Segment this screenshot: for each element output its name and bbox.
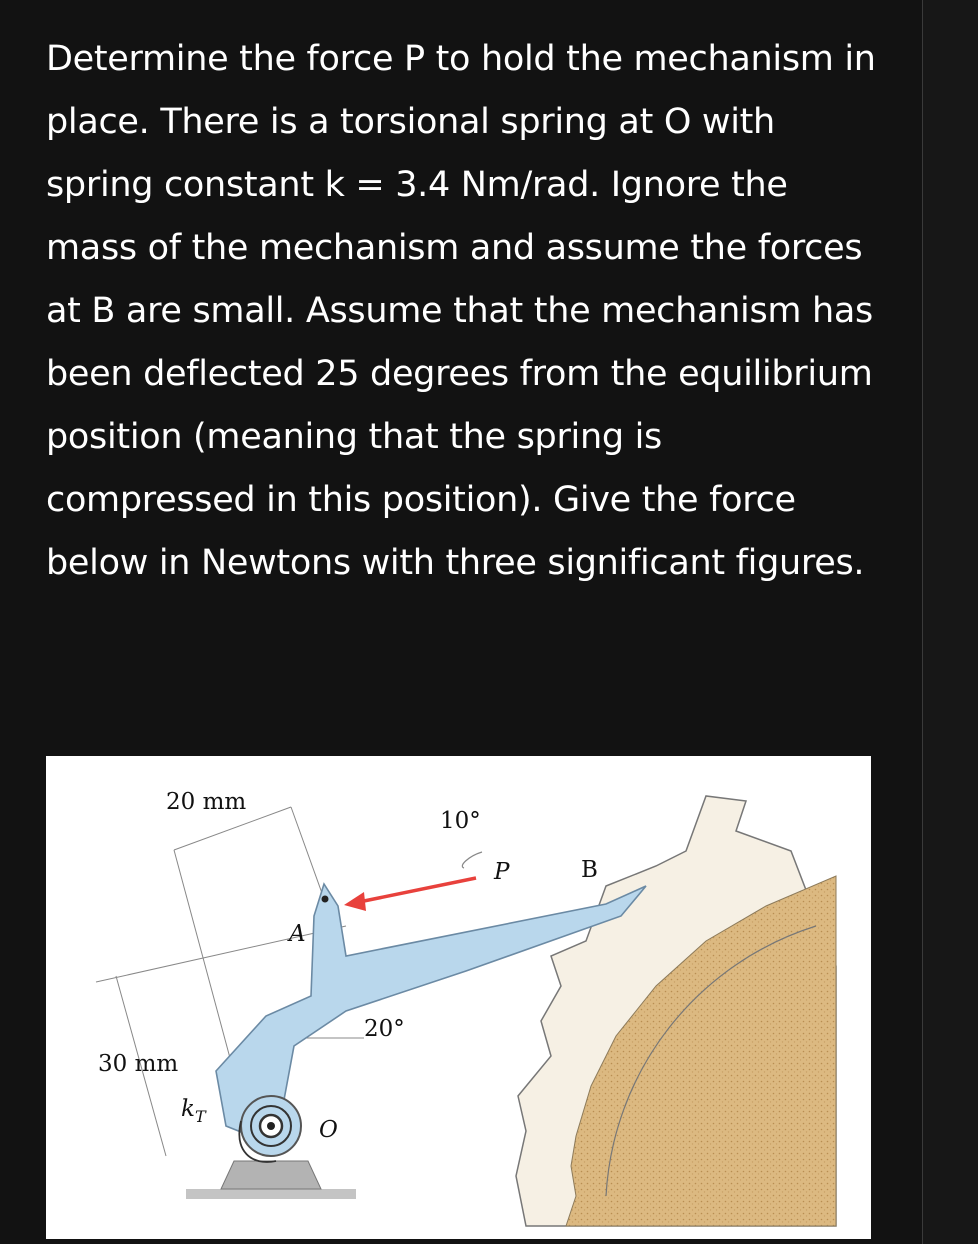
dim-30mm-label: 30 mm [98,1051,179,1077]
kt-k: k [181,1096,195,1122]
mechanism-diagram [46,756,871,1239]
question-text: Determine the force P to hold the mechanism in place. There is a torsional spring at O with spring constant k = 3.4 Nm/rad. Ignore the mass of the mechanism and assume the forces at B are small. Assume that the mechanism has been deflected 25 degrees from the equilibrium position (meaning that the spring is compressed in this position). Give the force below in Newtons with three significant figures. [46,39,876,583]
right-scroll-rail [922,0,978,1244]
angle-10-label: 10° [440,808,481,834]
spring-constant-label [181,1096,207,1126]
force-p-label: P [494,859,510,885]
force-arrow-shaft [359,878,476,902]
ground-base [186,1189,356,1199]
pivot-pin [267,1122,275,1130]
angle-10-arc [462,852,482,868]
force-arrow-head [344,892,366,911]
point-a-label: A [289,921,306,947]
point-a-dot [322,896,329,903]
mechanism-figure [46,756,871,1239]
angle-20-label: 20° [364,1016,405,1042]
point-o-label: O [319,1117,338,1143]
point-b-label: B [581,857,598,883]
pivot-support [221,1161,321,1189]
kt-subscript: T [194,1107,206,1126]
dim-20mm-label: 20 mm [166,789,247,815]
